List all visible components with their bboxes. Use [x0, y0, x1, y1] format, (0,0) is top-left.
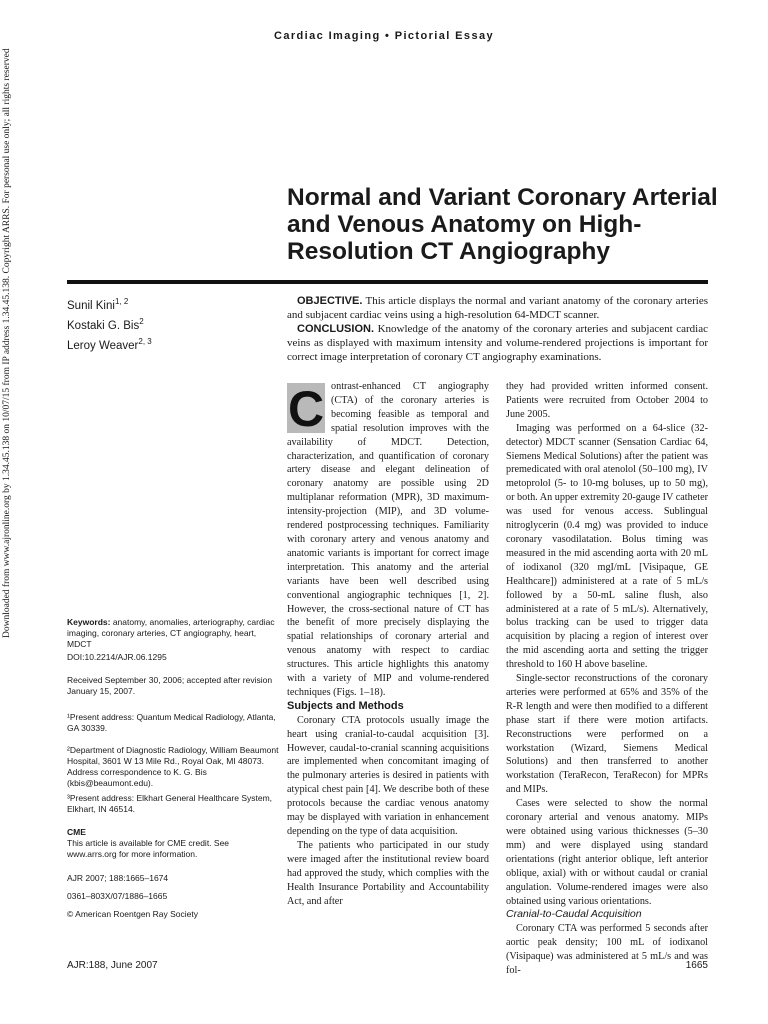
keywords: Keywords: anatomy, anomalies, arteriography, cardiac imaging, coronary arteries, CT angiography, heart, MDCT	[67, 617, 275, 649]
abstract-objective: OBJECTIVE. This article displays the normal and variant anatomy of the coronary arteries and subjacent cardiac veins using a high-resolution 64-MDCT scanner.	[287, 295, 708, 321]
body-paragraph: The patients who participated in our study were imaged after the institutional review board had approved the study, which complies with the Health Insurance Portability and Accountability Act, and after	[287, 839, 489, 907]
body-column-1	[287, 380, 489, 908]
issn: 0361–803X/07/1886–1665	[67, 891, 168, 901]
abstract-conclusion: CONCLUSION. Knowledge of the anatomy of the coronary arteries and subjacent cardiac veins as displayed with maximum intensity and volume-rendered projections is important for correct image interpretation of coronary CT angiography examinations.	[287, 323, 708, 363]
author: Leroy Weaver$^{2, 3}$	[67, 336, 152, 352]
objective-label: OBJECTIVE.	[297, 295, 363, 307]
body-paragraph: they had provided written informed consent. Patients were recruited from October 2004 to June 2005.	[506, 381, 708, 420]
received-dates: Received September 30, 2006; accepted after revision January 15, 2007.	[67, 675, 273, 696]
title-rule	[67, 280, 708, 284]
subsection-heading: Cranial-to-Caudal Acquisition	[506, 908, 642, 921]
footnote-2: ²Department of Diagnostic Radiology, William Beaumont Hospital, 3601 W 13 Mile Rd., Royal Oak, MI 48073. Address correspondence to K. G. Bis (kbis@beaumont.edu).	[67, 745, 279, 788]
body-paragraph: Imaging was performed on a 64-slice (32-detector) MDCT scanner (Sensation Cardiac 64, Siemens Medical Solutions) after the patient was premedicated with oral atenolol (50–100 mg), IV metoprolol (5- to 10-mg boluses, up to 50 mg), or both. An upper extremity 20-gauge IV catheter was used for venous access. Sublingual nitroglycerin (0.4 mg) was provided to induce coronary vasodilatation. Bolus timing was measured in the mid ascending aorta with 20 mL of iodixanol (320 mgI/mL [Visipaque, GE Healthcare]) administered at a rate of 5 mL/s followed by a 50-mL saline flush, also administered at a rate of 5 mL/s). Alternatively, bolus tracking can be used to trigger data acquisition by placing a region of interest over the mid ascending aorta and setting the trigger threshold to 160 H above baseline.	[506, 422, 708, 671]
drop-cap: C	[287, 381, 325, 437]
body-paragraph: Cases were selected to show the normal coronary arterial and venous anatomy. MIPs were obtained using various thicknesses (5–30 mm) and were displayed using standard orientations (right anterior oblique, left anterior oblique, axial) with or without caudal or cranial angulation. Volume-rendered images were also obtained using various orientations.	[506, 798, 708, 907]
body-column-2	[506, 380, 708, 978]
running-head: Cardiac Imaging • Pictorial Essay	[273, 30, 494, 42]
body-paragraph: Coronary CTA protocols usually image the heart using cranial-to-caudal acquisition [3]. However, caudal-to-cranial scanning acquisitions are implemented when concomitant imaging of the pulmonary arteries is desired in patients with atypical chest pain [4]. We describe both of these protocols because the cardiac venous anatomy may be displayed with variation in enhancement depending on the type of data acquisition.	[287, 714, 489, 837]
article-title: Normal and Variant Coronary Arterial and Venous Anatomy on High-Resolution CT Angiography	[287, 184, 718, 265]
body-paragraph: Coronary CTA was performed 5 seconds after aortic peak density; 100 mL of iodixanol (Visipaque) was administered at 5 mL/s and was fol-	[506, 923, 708, 977]
footnote-1: ¹Present address: Quantum Medical Radiology, Atlanta, GA 30339.	[67, 712, 276, 733]
body-paragraph: Single-sector reconstructions of the coronary arteries were performed at 65% and 35% of the R-R length and were then modified to a different phase start if there were motion artifacts. Reconstructions were performed on a workstation (Wizard, Siemens Medical Solutions) and then transferred to another workstation (TeraRecon, TeraRecon) for MPRs and MIPs.	[506, 673, 708, 796]
author: Kostaki G. Bis$^2$	[67, 316, 144, 332]
section-heading: Subjects and Methods	[287, 699, 404, 712]
intro-paragraph: C ontrast-enhanced CT angiography (CTA) of the coronary arteries is becoming feasible as temporal and spatial resolution improves with the availability of MDCT. Detection, characterization, and quantification of coronary artery disease and elegant delineation of coronary anatomy are possible using 2D multiplanar reformation (MPR), 3D maximum-intensity-projection (MIP), and 3D volume-rendered postprocessing techniques. Familiarity with coronary artery and venous anatomy and anatomic variants is important for correct image interpretation. This anatomy and the arterial variants have been well described using conventional angiographic techniques [1, 2]. However, the cross-sectional nature of CT has the benefit of more precisely displaying the spatial relationships of coronary arterial and venous anatomy with respect to cardiac structures. This article highlights this anatomy with a variety of MIP and volume-rendered techniques (Figs. 1–18).	[287, 381, 489, 698]
journal-footer: AJR:188, June 2007	[67, 960, 158, 971]
doi: DOI:10.2214/AJR.06.1295	[67, 652, 167, 662]
abstract	[287, 294, 708, 364]
page-number: 1665	[685, 960, 708, 971]
footnote-3: ³Present address: Elkhart General Healthcare System, Elkhart, IN 46514.	[67, 793, 273, 814]
author-list	[67, 294, 267, 353]
cme-note: CME This article is available for CME credit. See www.arrs.org for more information.	[67, 827, 230, 859]
author: Sunil Kini$^{1, 2}$	[67, 297, 129, 312]
conclusion-label: CONCLUSION.	[297, 323, 374, 335]
copyright: © American Roentgen Ray Society	[67, 909, 198, 919]
citation: AJR 2007; 188:1665–1674	[67, 873, 169, 883]
download-notice: Downloaded from www.ajronline.org by 1.34.45.138 on 10/07/15 from IP address 1.34.45.138. Copyright ARRS. For personal use only; all rights reserved	[2, 48, 12, 638]
